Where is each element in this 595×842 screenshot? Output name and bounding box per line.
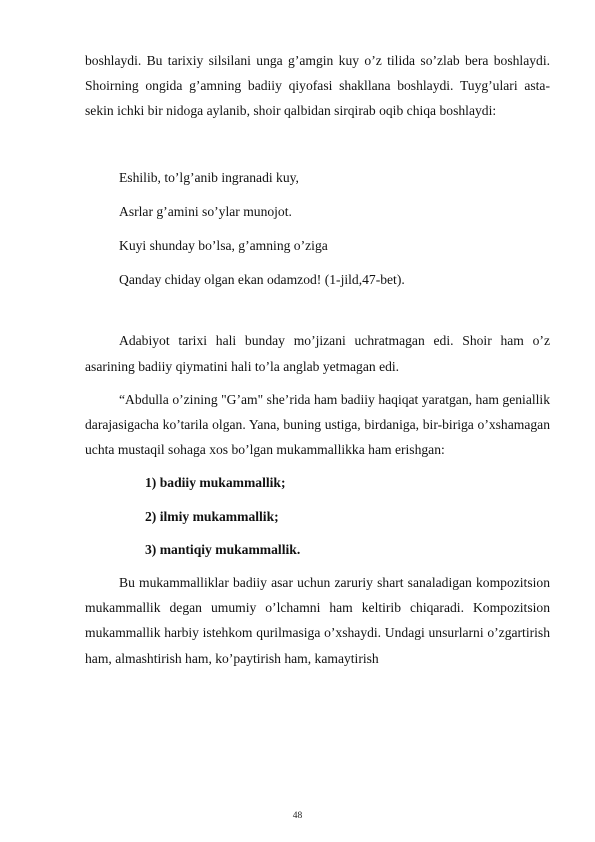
list-item-2: 2) ilmiy mukammallik; xyxy=(145,508,279,524)
list-item-1: 1) badiiy mukammallik; xyxy=(145,475,286,491)
poem-line-1: Eshilib, to’lg’anib ingranadi kuy, xyxy=(119,169,299,185)
poem-block xyxy=(85,165,550,293)
paragraph-compositional: Bu mukammalliklar badiiy asar uchun zaruriy shart sanaladigan kompozitsion mukammallik degan umumiy o’lchamni ham keltirib chiqaradi. Kompozitsion mukammallik harbiy istehkom qurilmasiga o’xshaydi. Undagi unsurlarni o’zgartirish ham, almashtirish ham, ko’paytirish ham, kamaytirish xyxy=(85,575,550,666)
document-page xyxy=(85,48,550,671)
paragraph-literary-history: Adabiyot tarixi hali bunday mo’jizani uchratmagan edi. Shoir ham o’z asarining badiiy qiymatini hali to’la anglab yetmagan edi. xyxy=(85,333,550,374)
spacer xyxy=(85,149,550,165)
spacer xyxy=(85,124,550,149)
list-item-3: 3) mantiqiy mukammallik. xyxy=(145,541,301,557)
paragraph-intro: boshlaydi. Bu tarixiy silsilani unga g’amgin kuy o’z tilida so’zlab bera boshlaydi. Shoirning ongida g’amning badiiy qiyofasi shakllana boshlaydi. Tuyg’ulari asta-sekin ichki bir nidoga aylanib, shoir qalbidan sirqirab oqib chiqa boshlaydi: xyxy=(85,53,550,119)
poem-line-2: Asrlar g’amini so’ylar munojot. xyxy=(119,203,292,219)
page-number: 48 xyxy=(292,811,303,821)
poem-line-3: Kuyi shunday bo’lsa, g’amning o’ziga xyxy=(119,238,328,254)
paragraph-abdulla-gam: “Abdulla o’zining "G’am" she’rida ham badiiy haqiqat yaratgan, ham geniallik darajasigacha ko’tarila olgan. Yana, buning ustiga, birdaniga, bir-biriga o’xshamagan uchta mustaqil sohaga xos bo’lgan mukammallikka ham erishgan: xyxy=(85,391,550,458)
spacer xyxy=(85,292,550,328)
perfection-list xyxy=(85,470,550,562)
poem-line-4: Qanday chiday olgan ekan odamzod! (1-jild,47-bet). xyxy=(119,272,405,288)
